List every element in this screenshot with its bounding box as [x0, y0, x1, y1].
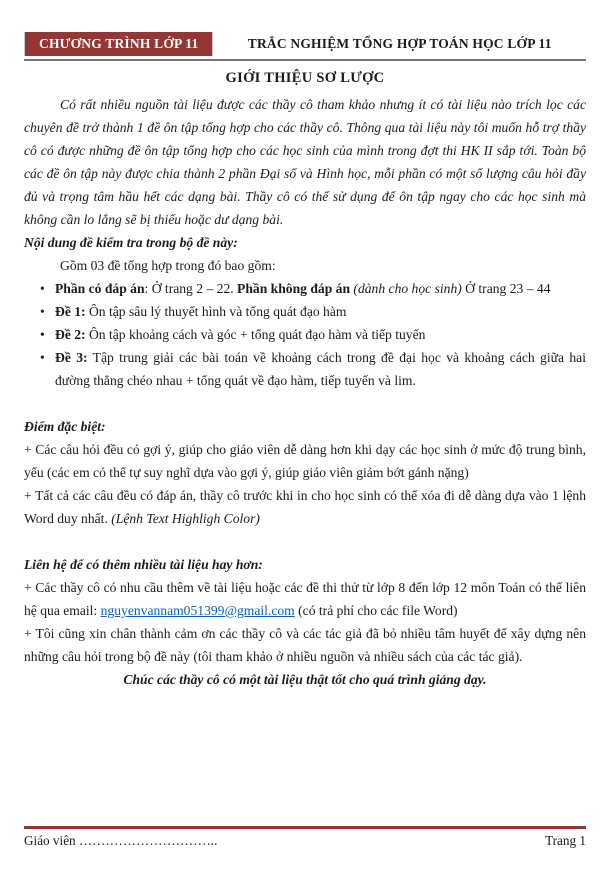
- page-footer: [24, 826, 586, 850]
- contents-heading: Nội dung đề kiểm tra trong bộ đề này:: [24, 235, 238, 250]
- bullet2-text: Ôn tập sâu lý thuyết hình và tổng quát đạo hàm: [85, 304, 347, 319]
- contact-heading: Liên hệ để có thêm nhiều tài liệu hay hơn:: [24, 557, 263, 572]
- bullet1-text-pages2: Ở trang 23 – 44: [461, 281, 551, 296]
- special-p2-command: (Lệnh Text Highligh Color): [111, 511, 260, 526]
- special-heading: Điểm đặc biệt:: [24, 419, 106, 434]
- bullet4-label: Đề 3:: [55, 350, 88, 365]
- bullet1-bold-noanswers: Phần không đáp án: [237, 281, 354, 296]
- bullet1-bold-answers: Phần có đáp án: [55, 281, 145, 296]
- page-header: [24, 32, 586, 61]
- page-content: [24, 32, 586, 691]
- contact-p1-note: (có trả phí cho các file Word): [294, 603, 458, 618]
- footer-teacher-label: Giáo viên …………………………..: [24, 833, 218, 848]
- special-paragraph-2: [24, 484, 586, 530]
- document-title: TRẮC NGHIỆM TỔNG HỢP TOÁN HỌC LỚP 11: [247, 36, 552, 51]
- bullet1-italic-note: (dành cho học sinh): [353, 281, 462, 296]
- contact-p1-text: + Các thầy cô có nhu cầu thêm về tài liệu hoặc các đề thi thử từ lớp 8 đến lớp 12 môn Toán có thể liên hệ qua email:: [24, 580, 586, 618]
- contents-intro: Gồm 03 đề tổng hợp trong đó bao gồm:: [60, 258, 276, 273]
- bullet4-text: Tập trung giải các bài toán về khoảng cách trong đề đại học và khoảng cách giữa hai đường thẳng chéo nhau + tổng quát về đạo hàm, tiếp tuyến và lim.: [55, 350, 586, 388]
- program-badge-label: CHƯƠNG TRÌNH LỚP 11: [39, 36, 199, 51]
- list-item: [24, 277, 586, 300]
- closing-line: Chúc các thầy cô có một tài liệu thật tốt cho quá trình giảng dạy.: [123, 672, 487, 687]
- list-item: [24, 300, 586, 323]
- contact-paragraph-2: + Tôi cũng xin chân thành cảm ơn các thầy cô và các tác giả đã bỏ nhiều tâm huyết để xây dựng nên những câu hỏi trong bộ đề này (tôi tham khảo ở nhiều nguồn và nhiều sách của các tác giả).: [24, 626, 586, 664]
- list-item: [24, 323, 586, 346]
- email-link[interactable]: nguyenvannam051399@gmail.com: [100, 603, 295, 618]
- bullet2-label: Đề 1:: [55, 304, 86, 319]
- intro-paragraph: Có rất nhiều nguồn tài liệu được các thầy cô tham khảo nhưng ít có tài liệu nào trích lọc các chuyên đề trở thành 1 đề ôn tập tổng hợp cho các thầy cô. Thông qua tài liệu này tôi muốn hỗ trợ thầy cô có được những đề ôn tập tổng hợp cho các học sinh của mình trong đợt thi HK II sắp tới. Toàn bộ các đề ôn tập này được chia thành 2 phần Đại số và Hình học, mỗi phần có một số lượng câu hỏi đầy đủ và trọng tâm hầu hết các dạng bài. Thầy cô có thể sử dụng để ôn tập ngay cho các học sinh mà không cần lo lắng sẽ bị thiếu hoặc dư dạng bài.: [24, 97, 586, 227]
- contact-paragraph-1: [24, 576, 586, 622]
- section-title: GIỚI THIỆU SƠ LƯỢC: [225, 70, 385, 86]
- bullet1-text-pages: : Ở trang 2 – 22.: [144, 281, 238, 296]
- special-p2-text: + Tất cả các câu đều có đáp án, thầy cô trước khi in cho học sinh có thể xóa đi dễ dàng dựa vào 1 lệnh Word duy nhất.: [24, 488, 586, 526]
- list-item: [24, 346, 586, 392]
- footer-page-number: Trang 1: [545, 833, 586, 848]
- special-paragraph-1: + Các câu hỏi đều có gợi ý, giúp cho giáo viên dễ dàng hơn khi dạy các học sinh ở mức độ trung bình, yếu (các em có thể tự suy nghĩ dựa vào gợi ý, giúp giáo viên giảm bớt gánh nặng): [24, 442, 586, 480]
- bullet3-text: Ôn tập khoảng cách và góc + tổng quát đạo hàm và tiếp tuyến: [85, 327, 426, 342]
- bullet3-label: Đề 2:: [55, 327, 86, 342]
- program-badge: [24, 32, 213, 56]
